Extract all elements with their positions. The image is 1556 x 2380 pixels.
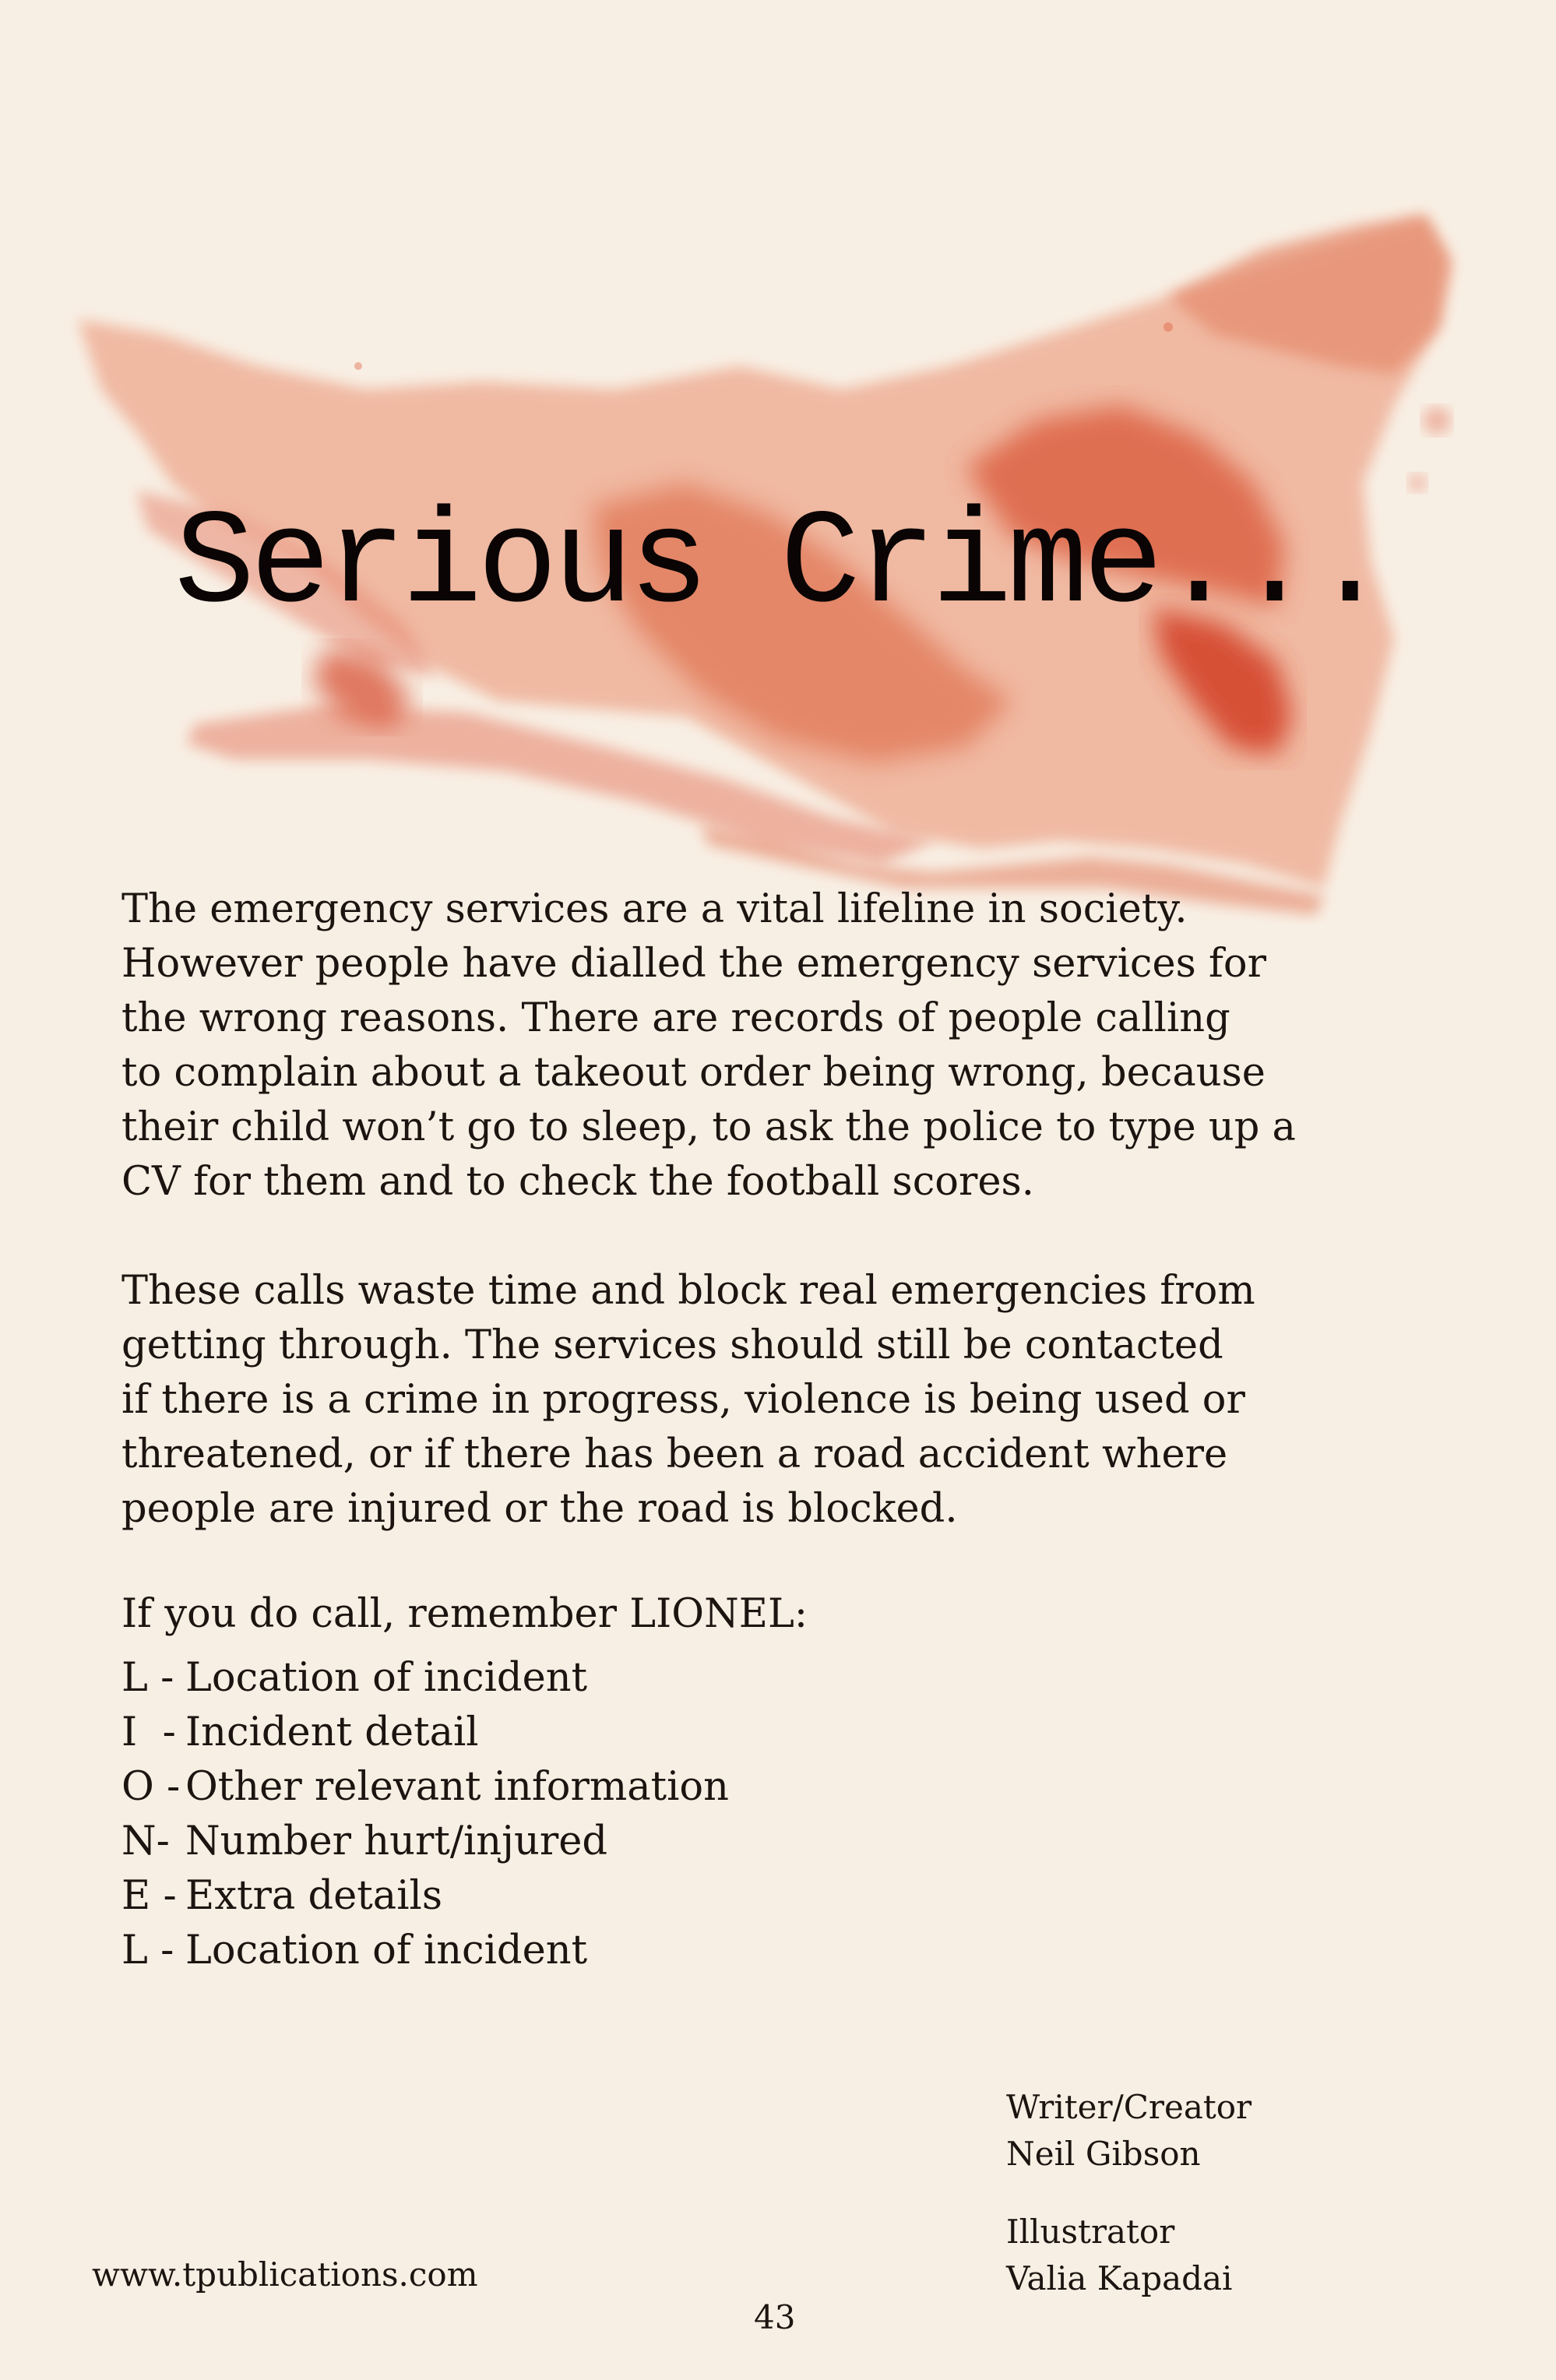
illustrator-credit [1006,2209,1251,2302]
lionel-item [121,1869,1445,1924]
body-line: However people have dialled the emergency services for [121,941,1267,987]
body-line: The emergency services are a vital lifeline in society. [121,886,1188,932]
lionel-letter: E - [121,1873,177,1919]
lionel-text: Location of incident [185,1655,588,1701]
lionel-letter: L - [121,1655,174,1701]
lionel-letter: I - [121,1709,176,1755]
body-line: people are injured or the road is blocked. [121,1486,958,1532]
lionel-list [121,1651,1445,1978]
lionel-text: Other relevant information [185,1764,729,1810]
lionel-letter: O - [121,1764,181,1810]
credits [1006,2084,1251,2302]
illustrator-name: Valia Kapadai [1006,2259,1233,2297]
body-line: CV for them and to check the football scores. [121,1159,1034,1205]
lionel-letter: N- [121,1818,170,1864]
writer-role: Writer/Creator [1006,2088,1252,2126]
paragraph-wasted-calls [121,1264,1445,1537]
body-line: threatened, or if there has been a road accident where [121,1431,1228,1477]
illustrator-role: Illustrator [1006,2213,1175,2251]
lionel-intro: If you do call, remember LIONEL: [121,1591,808,1637]
lionel-letter: L - [121,1928,174,1973]
lionel-item [121,1815,1445,1869]
page-title: Serious Crime... [174,489,1386,641]
lionel-text: Location of incident [185,1928,588,1973]
paragraph-emergency-services [121,882,1445,1209]
body-line: to complain about a takeout order being wrong, because [121,1050,1266,1096]
website-url: www.tpublications.com [92,2255,478,2294]
body-line: getting through. The services should still be contacted [121,1322,1223,1368]
lionel-item [121,1760,1445,1815]
body-line: These calls waste time and block real emergencies from [121,1268,1255,1314]
writer-name: Neil Gibson [1006,2135,1201,2173]
lionel-text: Incident detail [185,1709,479,1755]
body-line: the wrong reasons. There are records of people calling [121,995,1230,1041]
body-line: their child won’t go to sleep, to ask the police to type up a [121,1104,1296,1150]
lionel-text: Number hurt/injured [185,1818,608,1864]
body-line: if there is a crime in progress, violence is being used or [121,1377,1245,1423]
writer-credit [1006,2084,1251,2178]
lionel-text: Extra details [185,1873,443,1919]
lionel-item [121,1651,1445,1706]
lionel-item [121,1924,1445,1978]
article-body [121,882,1445,1978]
page-number: 43 [754,2298,796,2336]
lionel-item [121,1706,1445,1760]
